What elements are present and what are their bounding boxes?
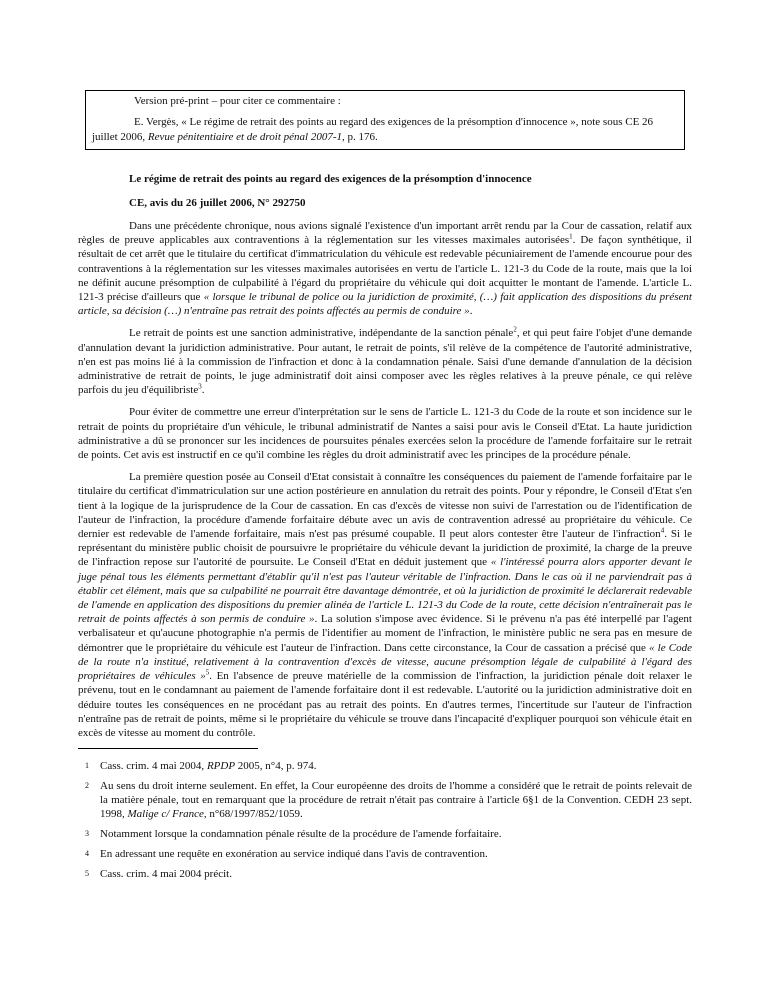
- quotation: « l'intéressé pourra alors apporter devant le juge pénal tous les éléments permettant d'établir qu'il n'est pas l'auteur véritable de l'infraction. Dans le cas où il ne parviendrait pas à établir cet élément, mais que sa culpabilité ne pourrait être davantage démontrée, et où la juridiction de proximité le déclarerait redevable de l'amende en application des dispositions du premier alinéa de l'article L. 121-3 du Code de la route, cette décision n'entraînerait pas le retrait de points affectés à son permis de conduire »: [78, 556, 692, 626]
- footnote-separator: [78, 748, 258, 749]
- paragraph-3: Pour éviter de commettre une erreur d'interprétation sur le sens de l'article L. 121-3 du Code de la route et son incidence sur le retrait de points du propriétaire d'un véhicule, le tribunal administratif de Nantes a saisi pour avis le Conseil d'Etat. La haute juridiction administrative a dû se prononcer sur les incidences de poursuites pénales exercées selon la procédure de l'amende forfaitaire sur le retrait de points. Cet avis est instructif en ce qu'il combine les règles du droit administratif avec les principes de la procédure pénale.: [78, 406, 692, 462]
- paragraph-text: . En l'absence de preuve matérielle de la commission de l'infraction, la juridiction pénale doit relaxer le prévenu, tout en le condamnant au paiement de l'amende forfaitaire dont il est redevable. L'autorité ou la juridiction administrative doit en déduire toutes les conséquences en ne procédant pas au retrait des points. En d'autres termes, l'incertitude sur l'auteur de l'infraction n'entraîne pas de retrait de points, même si le propriétaire du véhicule se trouve dans l'incapacité d'expliquer pourquoi son véhicule était en excès de vitesse au moment du contrôle.: [78, 670, 692, 739]
- footnote-italic: RPDP: [206, 760, 236, 773]
- paragraph-text: Dans une précédente chronique, nous avions signalé l'existence d'un important arrêt rendu par la Cour de cassation, relatif aux règles de preuve applicables aux contraventions à la réglementation sur les vitesses maximales autorisées: [78, 220, 692, 247]
- footnote-number: 5: [85, 869, 89, 879]
- footnote-text: Au sens du droit interne seulement. En effet, la Cour européenne des droits de l'homme a considéré que le retrait de points relevait de la matière pénale, tout en remarquant que la procédure de retrait n'était pas contraire à l'article 6§1 de la Convention. CEDH 23 sept. 1998,: [100, 780, 692, 821]
- footnote-2: [78, 779, 692, 821]
- footnote-text: Cass. crim. 4 mai 2004 précit.: [100, 868, 232, 881]
- paragraph-1: [78, 219, 692, 318]
- citation-page: , p. 176.: [342, 131, 378, 143]
- paragraph-text: . Si le représentant du ministère public choisit de poursuivre le propriétaire du véhicule devant la juridiction de proximité, la charge de la preuve de l'infraction repose sur l'autorité de poursuite. Le Conseil d'Etat en déduit justement que: [78, 528, 692, 569]
- quotation: « lorsque le tribunal de police ou la juridiction de proximité, (…) fait application des dispositions du présent article, sa décision (…) n'entraîne pas retrait des points affectés au permis de conduire »: [78, 291, 692, 318]
- citation-reference: [92, 115, 678, 145]
- paragraph-text: . La solution s'impose avec évidence. Si le prévenu n'a pas été interpellé par l'agent verbalisateur et qu'aucune photographie n'a permis de l'identifier au moment de l'infraction, le ministère public ne sera pas en mesure de démontrer que le propriétaire du véhicule est l'auteur de l'infraction. Dans cette circonstance, la Cour de cassation a précisé que: [78, 613, 692, 654]
- citation-heading: Version pré-print – pour citer ce commentaire :: [134, 95, 341, 107]
- footnotes: [78, 759, 692, 881]
- citation-text: E. Vergès, « Le régime de retrait des points au regard des exigences de la présomption d'innocence », note sous CE 26 juillet 2006,: [92, 116, 654, 143]
- footnote-ref[interactable]: 4: [660, 526, 665, 535]
- footnote-text: Notamment lorsque la condamnation pénale résulte de la procédure de l'amende forfaitaire.: [100, 828, 502, 841]
- paragraph-text: , et qui peut faire l'objet d'une demande d'annulation devant la juridiction administrative. Pour autant, le retrait de points, s'il relève de la compétence de l'autorité administrative, n'en est pas moins lié à la commission de l'infraction et donc à la condamnation pénale. Saisi d'une demande d'annulation de la décision administrative de retrait de points, le juge administratif doit ainsi composer avec les règles relatives à la preuve pénale, ce qui relève parfois du jeu d'équilibriste: [78, 327, 692, 397]
- footnote-ref[interactable]: 1: [569, 232, 573, 241]
- quotation: « le Code de la route n'a institué, relativement à la contravention d'excès de vitesse, aucune présomption légale de culpabilité à l'égard des propriétaires de véhicules »: [78, 641, 692, 683]
- footnote-ref[interactable]: 5: [205, 668, 210, 677]
- footnote-1: [78, 759, 692, 773]
- footnote-text: , n°68/1997/852/1059.: [203, 808, 303, 821]
- footnote-number: 4: [85, 849, 89, 859]
- footnote-5: [78, 867, 692, 881]
- footnote-number: 3: [85, 829, 89, 839]
- paragraph-text: Le retrait de points est une sanction administrative, indépendante de la sanction pénale: [129, 327, 514, 340]
- footnote-text: En adressant une requête en exonération au service indiqué dans l'avis de contravention.: [100, 848, 488, 861]
- footnote-4: [78, 847, 692, 861]
- paragraph-2: [78, 326, 692, 397]
- footnote-number: 2: [85, 781, 89, 791]
- document-page: [78, 90, 692, 887]
- article-subtitle: CE, avis du 26 juillet 2006, N° 292750: [129, 197, 306, 209]
- footnote-ref[interactable]: 2: [513, 325, 517, 334]
- footnote-italic: Malige c/ France: [127, 808, 204, 821]
- footnote-ref[interactable]: 3: [198, 382, 202, 391]
- paragraph-4: [78, 470, 692, 740]
- footnote-number: 1: [85, 761, 89, 771]
- paragraph-text: .: [469, 305, 473, 318]
- footnote-3: [78, 827, 692, 841]
- citation-journal: Revue pénitentiaire et de droit pénal 2007-1: [147, 131, 342, 143]
- paragraph-text: . De façon synthétique, il résultait de cet arrêt que le titulaire du certificat d'immatriculation du véhicule est redevable pécuniairement de l'amende encourue pour des contraventions à la réglementation sur les vitesses maximales autorisées en vertu de l'article L. 121-3 du Code de la route, mais que la loi ne définit aucune présomption de culpabilité à l'égard du propriétaire du véhicule qui doit acquitter le montant de l'amende. L'article L. 121-3 précise d'ailleurs que: [78, 234, 692, 304]
- footnote-text: 2005, n°4, p. 974.: [235, 760, 317, 773]
- paragraph-text: La première question posée au Conseil d'Etat consistait à connaître les conséquences du paiement de l'amende forfaitaire par le titulaire du certificat d'immatriculation sur une action postérieure en annulation du retrait des points. Pour y répondre, le Conseil d'Etat s'en tient à la logique de la jurisprudence de la Cour de cassation. En cas d'excès de vitesse non suivi de l'arrestation ou de l'identification de l'auteur de l'infraction, la procédure d'amende forfaitaire débute avec un avis de contravention adressé au propriétaire du véhicule. Ce dernier est redevable de l'amende forfaitaire, mais n'est pas présumé coupable. Il peut alors contester être l'auteur de l'infraction: [78, 471, 692, 541]
- paragraph-text: .: [201, 384, 205, 397]
- article-title: Le régime de retrait des points au regard des exigences de la présomption d'innocence: [129, 173, 532, 185]
- citation-box: [85, 90, 685, 150]
- footnote-text: Cass. crim. 4 mai 2004,: [100, 760, 207, 773]
